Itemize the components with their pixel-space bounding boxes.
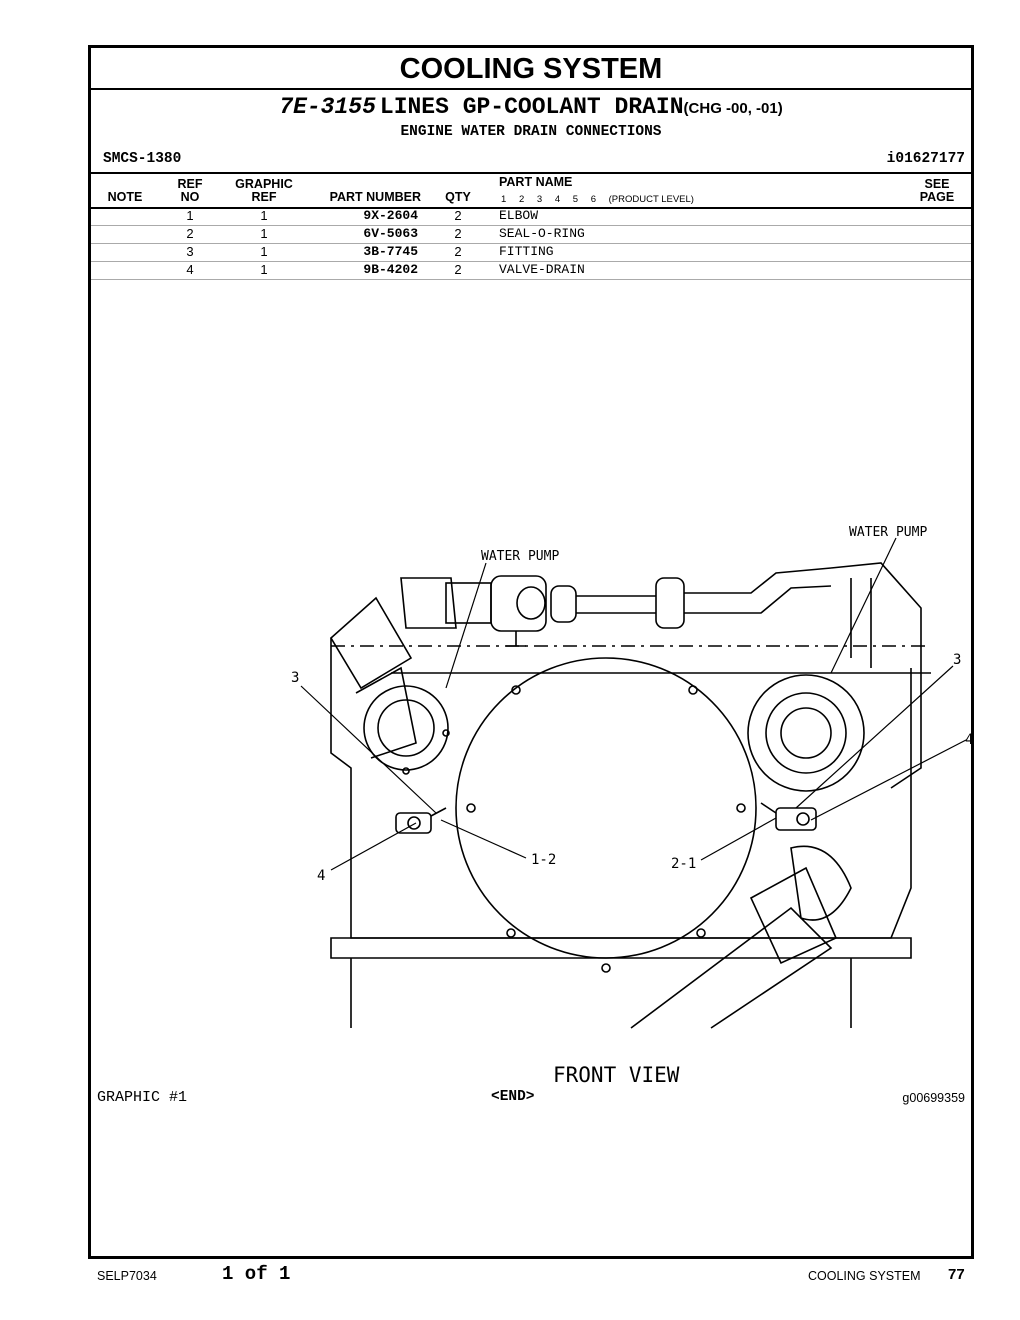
ref-no: 4 — [186, 262, 194, 277]
product-levels — [501, 194, 704, 205]
part-name: SEAL-O-RING — [499, 226, 585, 241]
header-note: NOTE — [107, 190, 143, 204]
group-subtitle: ENGINE WATER DRAIN CONNECTIONS — [400, 124, 662, 140]
header-ref-top: REF — [177, 177, 203, 191]
graphic-label: GRAPHIC #1 — [97, 1089, 188, 1106]
right-water-pump — [748, 563, 921, 791]
right-drain-valve — [761, 803, 851, 920]
table-row — [91, 225, 971, 244]
header-rule — [91, 172, 971, 174]
ref-no: 2 — [186, 226, 194, 241]
callout-left-3: 3 — [291, 670, 300, 686]
part-name: ELBOW — [499, 208, 539, 223]
header-graphic-bottom: REF — [251, 190, 277, 204]
part-number: 6V-5063 — [363, 226, 418, 241]
header-part-name: PART NAME — [499, 175, 573, 189]
callout-right-3: 3 — [953, 652, 962, 668]
callout-right-4: 4 — [965, 732, 974, 748]
header-ref-no — [173, 178, 207, 204]
header-see-top: SEE — [924, 177, 950, 191]
flywheel-housing — [456, 658, 756, 972]
callout-water-pump-right: WATER PUMP — [849, 525, 928, 540]
oil-pan-sides — [351, 958, 851, 1028]
callout-water-pump-left: WATER PUMP — [481, 549, 560, 564]
product-level-6: 6 — [590, 194, 596, 205]
callout-leaders — [301, 538, 966, 870]
part-name: VALVE-DRAIN — [499, 262, 585, 277]
product-level-2: 2 — [518, 194, 525, 205]
product-level-4: 4 — [554, 194, 561, 205]
change-level: (CHG -00, -01) — [683, 100, 783, 117]
header-graphic-top: GRAPHIC — [235, 177, 293, 191]
product-level-1: 1 — [501, 194, 507, 205]
table-row — [91, 261, 971, 280]
footer-document-number: SELP7034 — [97, 1269, 157, 1283]
qty: 2 — [454, 262, 462, 277]
callout-left-4: 4 — [317, 868, 326, 884]
table-row — [91, 243, 971, 262]
section-title: COOLING SYSTEM — [91, 48, 971, 90]
part-number: 9X-2604 — [363, 208, 418, 223]
page-frame — [88, 45, 974, 1259]
group-number: 7E-3155 — [279, 94, 376, 120]
header-part-number: PART NUMBER — [329, 190, 421, 204]
illustration-id: i01627177 — [886, 151, 965, 167]
end-marker: <END> — [491, 1089, 535, 1105]
lower-pipe-coupling — [751, 868, 836, 963]
qty: 2 — [454, 208, 462, 223]
qty: 2 — [454, 244, 462, 259]
graphic-id: g00699359 — [902, 1091, 965, 1105]
left-water-pump — [331, 598, 449, 774]
graphic-ref: 1 — [260, 208, 268, 223]
part-number: 9B-4202 — [363, 262, 418, 277]
footer-page-count: 1 of 1 — [222, 1263, 291, 1285]
header-qty: QTY — [445, 190, 471, 204]
part-number: 3B-7745 — [363, 244, 418, 259]
graphic-ref: 1 — [260, 262, 268, 277]
lower-pipe — [631, 908, 831, 1028]
footer-section-name: COOLING SYSTEM — [808, 1269, 921, 1283]
view-label: FRONT VIEW — [553, 1063, 680, 1087]
smcs-code: SMCS-1380 — [103, 151, 182, 167]
engine-front-view-drawing — [231, 468, 974, 1087]
table-row — [91, 207, 971, 226]
qty: 2 — [454, 226, 462, 241]
product-level-caption: (PRODUCT LEVEL) — [608, 194, 694, 205]
group-name: LINES GP-COOLANT DRAIN — [379, 94, 684, 120]
callout-1-2: 1-2 — [531, 852, 557, 868]
group-headline — [91, 94, 971, 120]
part-name: FITTING — [499, 244, 554, 259]
graphic-ref: 1 — [260, 226, 268, 241]
footer-page-number: 77 — [948, 1266, 965, 1283]
ref-no: 3 — [186, 244, 194, 259]
top-pipe-assembly — [401, 568, 831, 646]
product-level-3: 3 — [536, 194, 543, 205]
header-graphic-ref — [231, 178, 297, 204]
product-level-5: 5 — [572, 194, 579, 205]
header-ref-bottom: NO — [180, 190, 200, 204]
ref-no: 1 — [186, 208, 194, 223]
callout-2-1: 2-1 — [671, 856, 697, 872]
graphic-ref: 1 — [260, 244, 268, 259]
header-see-bottom: PAGE — [919, 190, 955, 204]
header-see-page — [911, 178, 963, 204]
